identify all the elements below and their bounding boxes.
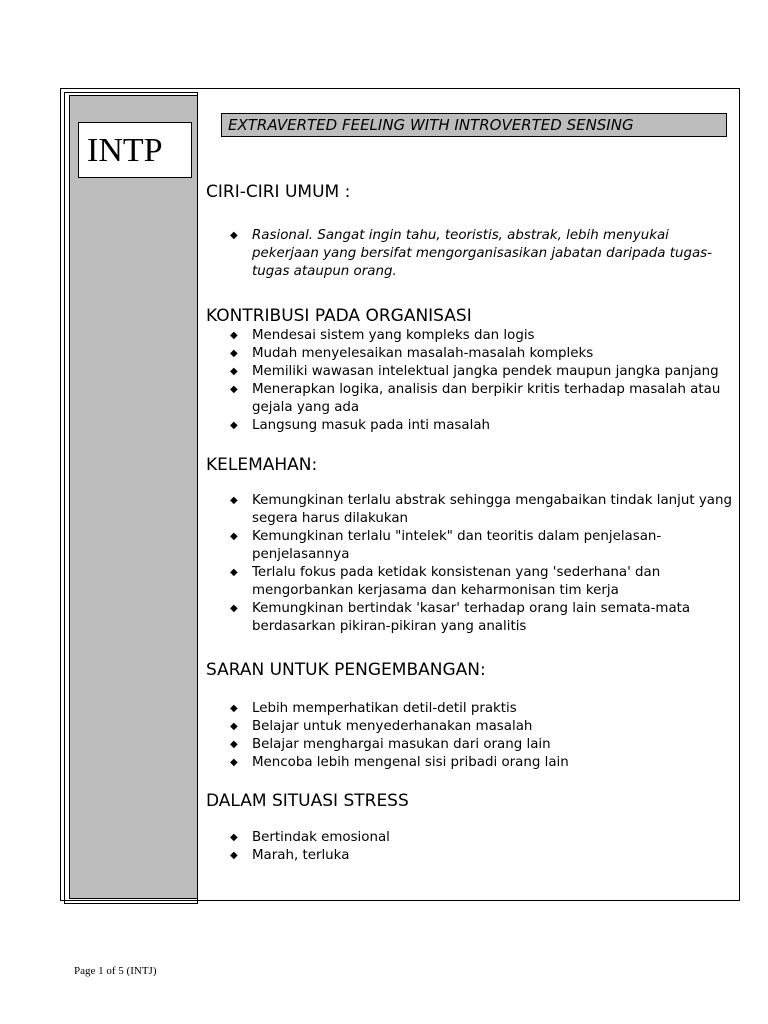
sidebar-panel [69, 95, 198, 899]
bullet-icon: ◆ [230, 603, 238, 614]
bullet-icon: ◆ [230, 832, 238, 843]
section-title-kontribusi: KONTRIBUSI PADA ORGANISASI [206, 306, 472, 326]
list-stress [228, 829, 732, 865]
bullet-icon: ◆ [230, 567, 238, 578]
list-item: ◆ Kemungkinan bertindak 'kasar' terhadap orang lain semata-mata berdasarkan pikiran-pikiran yang analitis [230, 601, 691, 634]
bullet-icon: ◆ [230, 531, 238, 542]
list-item: ◆ Kemungkinan terlalu "intelek" dan teoritis dalam penjelasan-penjelasannya [230, 529, 662, 562]
subtitle-banner: EXTRAVERTED FEELING WITH INTROVERTED SENSING [221, 113, 727, 137]
bullet-icon: ◆ [230, 230, 238, 241]
bullet-icon: ◆ [230, 721, 238, 732]
list-item: ◆ Belajar untuk menyederhanakan masalah [230, 719, 533, 734]
list-item: ◆ Bertindak emosional [230, 830, 390, 845]
section-title-ciri-ciri-umum: CIRI-CIRI UMUM : [206, 182, 351, 202]
bullet-icon: ◆ [230, 384, 238, 395]
bullet-icon: ◆ [230, 366, 238, 377]
list-item: ◆ Menerapkan logika, analisis dan berpikir kritis terhadap masalah atau gejala yang ada [230, 382, 721, 415]
list-item: ◆ Memiliki wawasan intelektual jangka pendek maupun jangka panjang [230, 364, 719, 379]
type-code-box: INTP [78, 122, 192, 178]
sidebar [64, 92, 198, 904]
bullet-icon: ◆ [230, 703, 238, 714]
bullet-icon: ◆ [230, 420, 238, 431]
bullet-icon: ◆ [230, 757, 238, 768]
bullet-icon: ◆ [230, 495, 238, 506]
list-item: ◆ Belajar menghargai masukan dari orang lain [230, 737, 551, 752]
bullet-icon: ◆ [230, 739, 238, 750]
list-item: ◆ Marah, terluka [230, 848, 350, 863]
list-ciri-ciri-umum [228, 227, 732, 281]
page-footer: Page 1 of 5 (INTJ) [74, 965, 157, 977]
list-item: ◆ Mencoba lebih mengenal sisi pribadi orang lain [230, 755, 569, 770]
list-kelemahan [228, 492, 732, 636]
list-item: ◆ Lebih memperhatikan detil-detil praktis [230, 701, 517, 716]
list-item: ◆ Mudah menyelesaikan masalah-masalah kompleks [230, 346, 594, 361]
list-item: ◆ Mendesai sistem yang kompleks dan logis [230, 328, 535, 343]
list-item: ◆ Langsung masuk pada inti masalah [230, 418, 491, 433]
section-title-kelemahan: KELEMAHAN: [206, 455, 318, 475]
bullet-icon: ◆ [230, 348, 238, 359]
list-item: ◆ Rasional. Sangat ingin tahu, teoristis, abstrak, lebih menyukai pekerjaan yang bersifat mengorganisasikan jabatan daripada tugas-tugas ataupun orang. [230, 228, 712, 279]
list-saran [228, 700, 732, 772]
list-item: ◆ Terlalu fokus pada ketidak konsistenan yang 'sederhana' dan mengorbankan kerjasama dan keharmonisan tim kerja [230, 565, 661, 598]
section-title-saran: SARAN UNTUK PENGEMBANGAN: [206, 660, 486, 680]
list-item: ◆ Kemungkinan terlalu abstrak sehingga mengabaikan tindak lanjut yang segera harus dilakukan [230, 493, 732, 526]
section-title-stress: DALAM SITUASI STRESS [206, 791, 409, 811]
bullet-icon: ◆ [230, 850, 238, 861]
list-kontribusi [228, 327, 732, 435]
bullet-icon: ◆ [230, 330, 238, 341]
